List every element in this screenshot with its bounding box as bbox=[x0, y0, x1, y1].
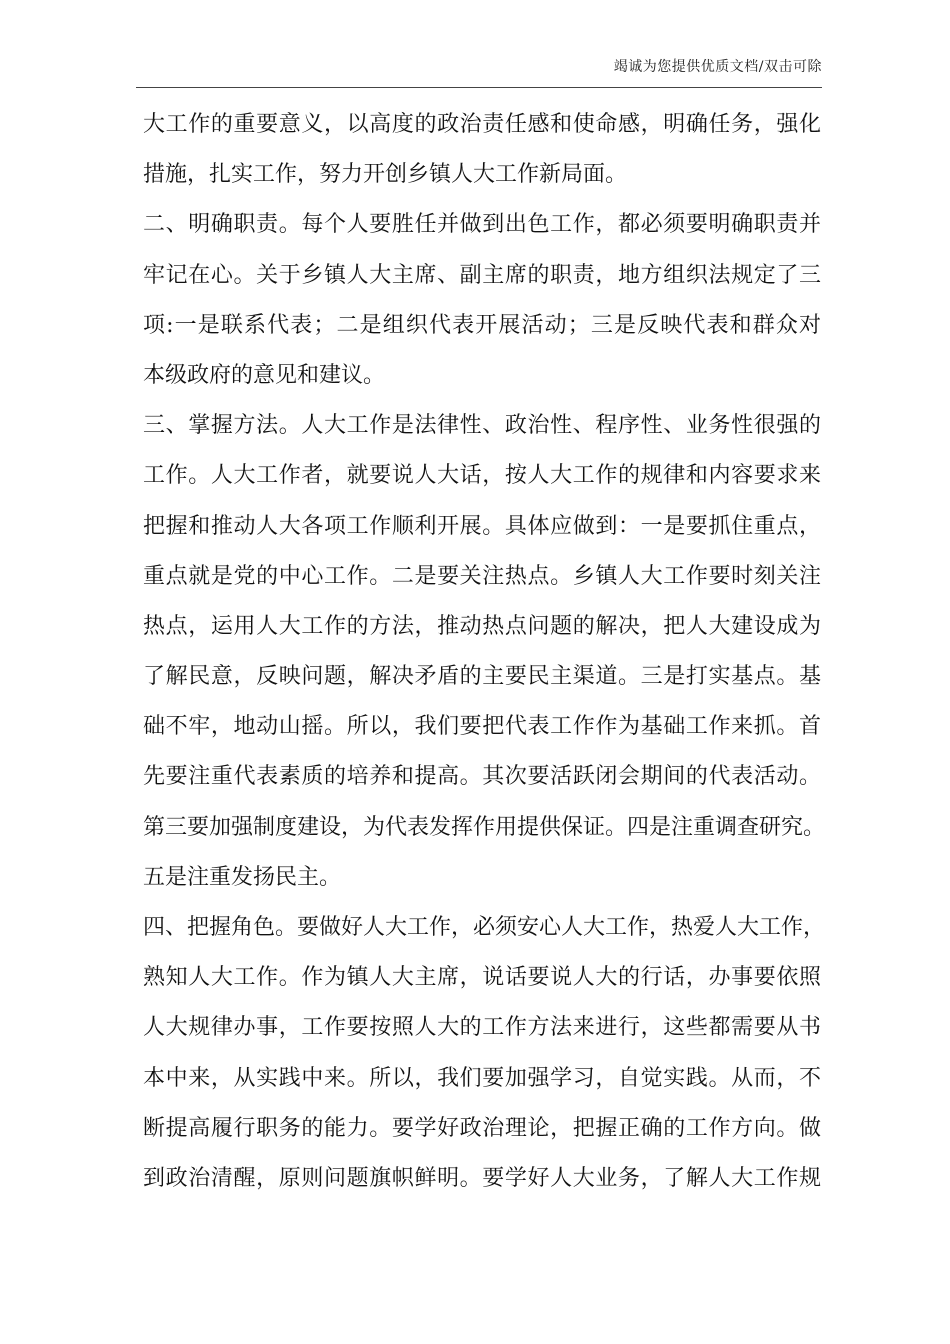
text-line: 二、明确职责。每个人要胜任并做到出色工作，都必须要明确职责并 bbox=[143, 212, 821, 238]
text-line: 大工作的重要意义，以高度的政治责任感和使命感，明确任务，强化 bbox=[143, 112, 821, 137]
text-line: 断提高履行职务的能力。要学好政治理论，把握正确的工作方向。做 bbox=[143, 1115, 821, 1141]
text-line: 把握和推动人大各项工作顺利开展。具体应做到：一是要抓住重点， bbox=[143, 513, 821, 539]
text-line: 到政治清醒，原则问题旗帜鲜明。要学好人大业务，了解人大工作规 bbox=[143, 1165, 821, 1191]
page-header-text: 竭诚为您提供优质文档/双击可除 bbox=[613, 59, 822, 75]
text-line: 本级政府的意见和建议。 bbox=[143, 362, 386, 388]
text-line: 熟知人大工作。作为镇人大主席，说话要说人大的行话，办事要依照 bbox=[143, 965, 821, 991]
text-line: 先要注重代表素质的培养和提高。其次要活跃闭会期间的代表活动。 bbox=[143, 764, 821, 790]
text-line: 工作。人大工作者，就要说人大话，按人大工作的规律和内容要求来 bbox=[143, 463, 821, 489]
text-line: 础不牢，地动山摇。所以，我们要把代表工作作为基础工作来抓。首 bbox=[143, 714, 821, 740]
document-body bbox=[143, 100, 826, 1204]
text-line: 五是注重发扬民主。 bbox=[143, 864, 342, 890]
text-line: 了解民意，反映问题，解决矛盾的主要民主渠道。三是打实基点。基 bbox=[143, 664, 821, 690]
text-line: 三、掌握方法。人大工作是法律性、政治性、程序性、业务性很强的 bbox=[143, 413, 821, 439]
header-divider bbox=[136, 87, 822, 88]
text-line: 四、把握角色。要做好人大工作，必须安心人大工作，热爱人大工作， bbox=[143, 915, 826, 940]
text-line: 人大规律办事，工作要按照人大的工作方法来进行，这些都需要从书 bbox=[143, 1015, 821, 1041]
text-line: 牢记在心。关于乡镇人大主席、副主席的职责，地方组织法规定了三 bbox=[143, 262, 821, 288]
text-line: 项:一是联系代表；二是组织代表开展活动；三是反映代表和群众对 bbox=[143, 312, 821, 338]
text-line: 第三要加强制度建设，为代表发挥作用提供保证。四是注重调查研究。 bbox=[143, 814, 826, 840]
text-line: 重点就是党的中心工作。二是要关注热点。乡镇人大工作要时刻关注 bbox=[143, 563, 821, 589]
text-line: 本中来，从实践中来。所以，我们要加强学习，自觉实践。从而，不 bbox=[143, 1065, 821, 1091]
text-line: 热点，运用人大工作的方法，推动热点问题的解决，把人大建设成为 bbox=[143, 613, 821, 639]
text-line: 措施，扎实工作，努力开创乡镇人大工作新局面。 bbox=[143, 162, 628, 188]
